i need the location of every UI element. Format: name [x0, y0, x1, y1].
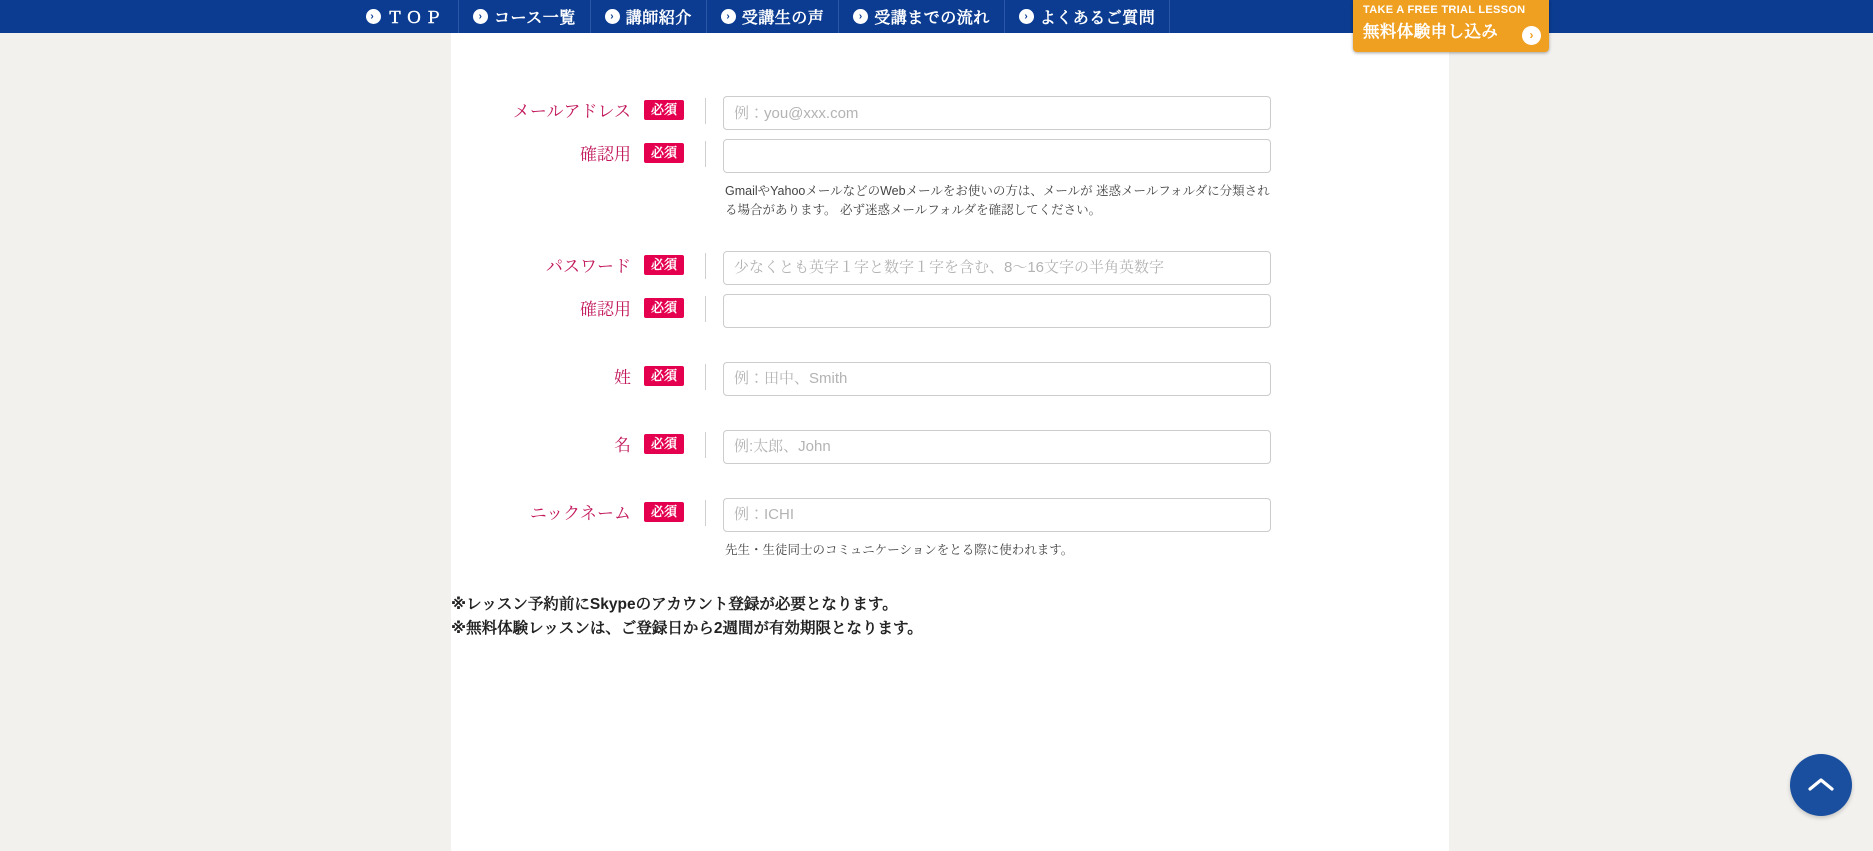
footnote-trial-expiry: ※無料体験レッスンは、ご登録日から2週間が有効期限となります。	[451, 620, 923, 638]
spacer	[451, 130, 1449, 139]
form-label-password-confirm: 確認用	[580, 299, 631, 319]
spacer	[451, 328, 1449, 362]
spacer	[451, 464, 1449, 498]
form-footnotes	[437, 593, 1449, 641]
status-badge: 必須	[644, 143, 684, 163]
form-row-password	[451, 251, 1449, 285]
form-row-email	[451, 96, 1449, 130]
free-trial-title: 無料体験申し込み	[1363, 23, 1499, 41]
nickname-input[interactable]	[723, 498, 1271, 532]
nav-item-instructors[interactable]	[591, 0, 707, 33]
email-input[interactable]	[723, 96, 1271, 130]
status-badge: 必須	[644, 298, 684, 318]
nav-item-label: 受講生の声	[741, 10, 825, 27]
divider	[705, 141, 706, 167]
required-badge-nickname	[644, 498, 702, 522]
nickname-note: 先生・生徒同士のコミュニケーションをとる際に使われます。	[725, 542, 1074, 557]
nav-item-label: コース一覧	[494, 10, 576, 27]
required-badge-last-name	[644, 362, 702, 386]
status-badge: 必須	[644, 502, 684, 522]
form-field-email	[723, 96, 1449, 130]
divider	[705, 500, 706, 526]
nav-item-label: 受講までの流れ	[874, 10, 990, 27]
email-confirm-input[interactable]	[723, 139, 1271, 173]
form-row-nickname	[451, 498, 1449, 560]
spacer	[451, 285, 1449, 294]
free-trial-button[interactable]	[1353, 0, 1549, 52]
form-label-first-name: 名	[614, 435, 631, 455]
nav-item-label: よくあるご質問	[1039, 10, 1156, 27]
nav-item-top[interactable]	[352, 0, 459, 33]
spacer	[451, 396, 1449, 430]
first-name-input[interactable]	[723, 430, 1271, 464]
chevron-right-icon: ›	[605, 9, 620, 24]
divider	[705, 296, 706, 322]
form-field-last-name	[723, 362, 1449, 396]
form-row-first-name	[451, 430, 1449, 464]
form-row-email-confirm	[451, 139, 1449, 221]
form-row-last-name	[451, 362, 1449, 396]
status-badge: 必須	[644, 255, 684, 275]
free-trial-subtitle: TAKE A FREE TRIAL LESSON	[1363, 4, 1526, 16]
nav-item-label: ＴＯＰ	[387, 10, 445, 27]
password-input[interactable]	[723, 251, 1271, 285]
chevron-up-icon	[1807, 776, 1835, 794]
form-label-email-confirm: 確認用	[580, 145, 631, 164]
status-badge: 必須	[644, 100, 684, 120]
password-confirm-input[interactable]	[723, 294, 1271, 328]
form-field-password	[723, 251, 1449, 285]
footnote-skype: ※レッスン予約前にSkypeのアカウント登録が必要となります。	[451, 596, 898, 614]
divider	[705, 253, 706, 279]
last-name-input[interactable]	[723, 362, 1271, 396]
form-label-email: メールアドレス	[512, 102, 631, 121]
nav-item-student-voices[interactable]	[707, 0, 840, 33]
nav-item-flow[interactable]	[839, 0, 1005, 33]
chevron-right-icon: ›	[366, 9, 381, 24]
nav-item-courses[interactable]	[459, 0, 591, 33]
status-badge: 必須	[644, 434, 684, 454]
form-field-nickname	[723, 498, 1449, 560]
form-row-password-confirm	[451, 294, 1449, 328]
chevron-right-icon: ›	[1522, 26, 1541, 45]
form-field-password-confirm	[723, 294, 1449, 328]
status-badge: 必須	[644, 366, 684, 386]
global-navigation	[0, 0, 1873, 33]
back-to-top-button[interactable]	[1790, 754, 1852, 816]
form-field-email-confirm	[723, 139, 1449, 221]
chevron-right-icon: ›	[853, 9, 868, 24]
chevron-right-icon: ›	[1019, 9, 1034, 24]
divider	[705, 98, 706, 124]
required-badge-password	[644, 251, 702, 275]
form-field-first-name	[723, 430, 1449, 464]
nav-item-faq[interactable]	[1005, 0, 1171, 33]
form-label-nickname: ニックネーム	[529, 503, 631, 523]
nav-left-spacer	[0, 0, 352, 33]
spacer	[451, 221, 1449, 251]
form-label-password: パスワード	[546, 256, 631, 276]
chevron-right-icon: ›	[721, 9, 736, 24]
required-badge-password-confirm	[644, 294, 702, 318]
registration-form	[451, 33, 1449, 641]
email-note: GmailやYahooメールなどのWebメールをお使いの方は、メールが 迷惑メールフォルダに分類される場合があります。 必ず迷惑メールフォルダを確認してください。	[725, 184, 1270, 218]
required-badge-email-confirm	[644, 139, 702, 163]
required-badge-email	[644, 96, 702, 120]
divider	[705, 364, 706, 390]
form-label-last-name: 姓	[614, 367, 631, 387]
nav-item-label: 講師紹介	[625, 10, 692, 27]
chevron-right-icon: ›	[473, 9, 488, 24]
required-badge-first-name	[644, 430, 702, 454]
divider	[705, 432, 706, 458]
